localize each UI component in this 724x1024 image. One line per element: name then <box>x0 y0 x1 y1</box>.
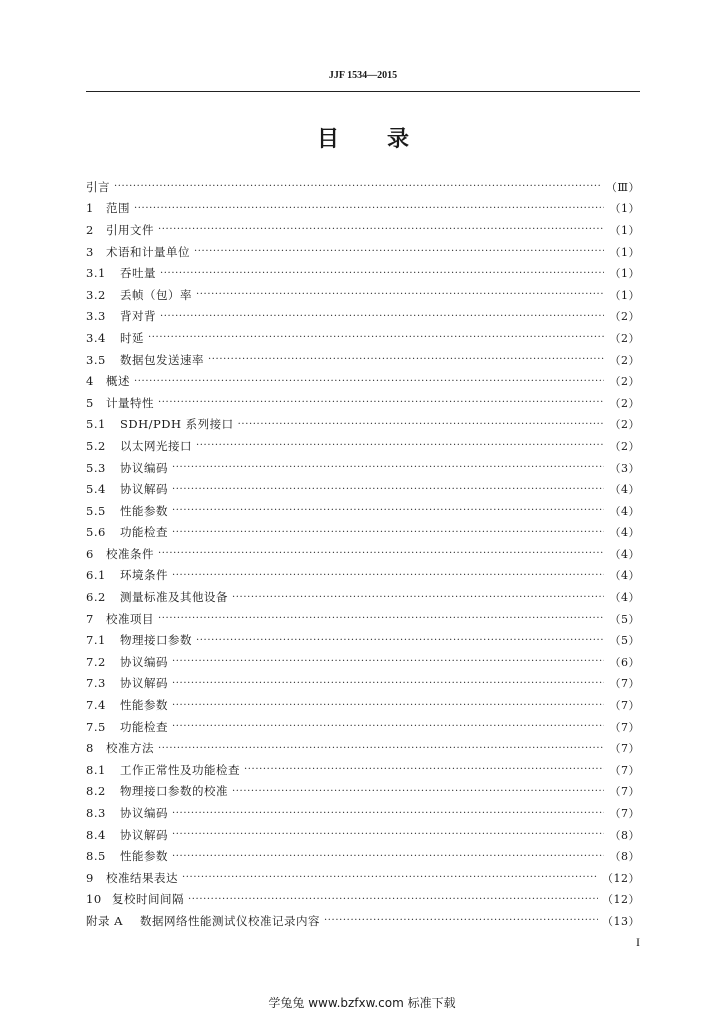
toc-entry[interactable] <box>86 414 640 436</box>
toc-entry-page: （1） <box>609 202 640 216</box>
toc-entry[interactable] <box>86 543 640 565</box>
toc-entry-number: 3.5 <box>86 352 106 367</box>
toc-leader-dots <box>160 268 604 279</box>
toc-entry-label: 环境条件 <box>120 568 168 583</box>
toc-entry[interactable] <box>86 910 640 932</box>
toc-entry-label: 丢帧（包）率 <box>120 287 192 302</box>
toc-entry-page: （7） <box>609 807 640 821</box>
toc-entry-number: 5.3 <box>86 460 106 475</box>
toc-leader-dots <box>160 311 604 322</box>
toc-entry-label: 协议编码 <box>120 806 168 821</box>
toc-entry-page: （5） <box>609 612 640 626</box>
toc-entry-number: 8.1 <box>86 762 106 777</box>
toc-entry-number: 5.4 <box>86 482 106 497</box>
toc-entry-number: 7.2 <box>86 654 106 669</box>
toc-entry[interactable] <box>86 694 640 716</box>
toc-entry[interactable] <box>86 219 640 241</box>
toc-entry-label: 概述 <box>106 374 130 389</box>
toc-leader-dots <box>172 462 604 473</box>
toc-entry-page: （2） <box>609 418 640 432</box>
header-rule <box>86 91 640 92</box>
toc-entry-number: 3.1 <box>86 266 106 281</box>
toc-entry[interactable] <box>86 565 640 587</box>
toc-entry-number: 8.2 <box>86 784 106 799</box>
toc-entry-label: 校准项目 <box>106 611 154 626</box>
toc-entry-label: 校准结果表达 <box>106 870 178 885</box>
toc-entry-page: （7） <box>609 720 640 734</box>
toc-entry-number: 1 <box>86 201 94 216</box>
toc-entry-label: 性能参数 <box>120 698 168 713</box>
toc-entry-label: 数据包发送速率 <box>120 352 204 367</box>
toc-entry-number: 3.2 <box>86 287 106 302</box>
toc-entry-label: 测量标准及其他设备 <box>120 590 228 605</box>
toc-entry[interactable] <box>86 522 640 544</box>
toc-entry-label: 协议解码 <box>120 482 168 497</box>
toc-entry-number: 7.3 <box>86 676 106 691</box>
toc-entry-number: 7.5 <box>86 719 106 734</box>
toc-entry-number: 10 <box>86 892 102 907</box>
toc-entry-label: 性能参数 <box>120 503 168 518</box>
toc-entry-page: （1） <box>609 245 640 259</box>
toc-entry-page: （7） <box>609 742 640 756</box>
toc-entry-number: 6.1 <box>86 568 106 583</box>
toc-entry-label: 物理接口参数的校准 <box>120 784 228 799</box>
title-char-right: 录 <box>387 127 410 152</box>
toc-entry[interactable] <box>86 306 640 328</box>
footer-watermark: 学兔兔 www.bzfxw.com 标准下载 <box>268 996 456 1010</box>
toc-entry-page: （4） <box>609 526 640 540</box>
toc-leader-dots <box>172 570 604 581</box>
toc-entry-page: （7） <box>609 699 640 713</box>
toc-entry-page: （8） <box>609 850 640 864</box>
toc-entry-label: 复校时间间隔 <box>112 892 184 907</box>
toc-entry[interactable] <box>86 737 640 759</box>
toc-entry-label: 工作正常性及功能检查 <box>120 762 240 777</box>
toc-leader-dots <box>172 829 604 840</box>
toc-entry[interactable] <box>86 759 640 781</box>
toc-leader-dots <box>172 527 604 538</box>
toc-entry[interactable] <box>86 716 640 738</box>
toc-entry-label: 引用文件 <box>106 222 154 237</box>
toc-entry-number: 7.1 <box>86 633 106 648</box>
toc-leader-dots <box>194 246 604 257</box>
toc-entry[interactable] <box>86 629 640 651</box>
toc-leader-dots <box>172 505 604 516</box>
toc-leader-dots <box>172 851 604 862</box>
page-number: I <box>636 935 640 949</box>
toc-entry-page: （5） <box>609 634 640 648</box>
toc-leader-dots <box>158 743 604 754</box>
toc-entry[interactable] <box>86 781 640 803</box>
toc-entry-label: 计量特性 <box>106 395 154 410</box>
toc-entry-label: 协议编码 <box>120 460 168 475</box>
toc-entry-page: （2） <box>609 353 640 367</box>
toc-entry-number: 6.2 <box>86 590 106 605</box>
toc-entry-page: （4） <box>609 591 640 605</box>
toc-leader-dots <box>196 440 604 451</box>
toc-leader-dots <box>158 613 604 624</box>
toc-entry[interactable] <box>86 392 640 414</box>
toc-leader-dots <box>324 915 598 926</box>
toc-entry-page: （7） <box>609 677 640 691</box>
toc-entry[interactable] <box>86 500 640 522</box>
toc-entry-label: 协议解码 <box>120 676 168 691</box>
toc-entry[interactable] <box>86 824 640 846</box>
toc-leader-dots <box>148 332 604 343</box>
toc-entry[interactable] <box>86 478 640 500</box>
toc-entry-label: 协议解码 <box>120 827 168 842</box>
toc-entry-label: 引言 <box>86 179 110 194</box>
toc-leader-dots <box>232 592 604 603</box>
toc-entry-number: 8.4 <box>86 827 106 842</box>
toc-entry-page: （12） <box>602 893 640 907</box>
title-char-left: 目 <box>316 127 339 152</box>
toc-entry-number: 5.2 <box>86 438 106 453</box>
toc-entry-number: 5.5 <box>86 503 106 518</box>
toc-entry-label: SDH/PDH 系列接口 <box>120 417 234 432</box>
toc-leader-dots <box>172 721 604 732</box>
toc-entry-number: 8.3 <box>86 806 106 821</box>
toc-entry[interactable] <box>86 586 640 608</box>
toc-entry-page: （2） <box>609 375 640 389</box>
toc-entry-label: 校准条件 <box>106 546 154 561</box>
toc-entry-page: （1） <box>609 223 640 237</box>
toc-leader-dots <box>172 484 604 495</box>
toc-entry[interactable] <box>86 241 640 263</box>
toc-entry-number: 9 <box>86 870 94 885</box>
toc-entry-label: 校准方法 <box>106 741 154 756</box>
toc-entry[interactable] <box>86 284 640 306</box>
toc-entry-label: 性能参数 <box>120 849 168 864</box>
toc-entry-label: 术语和计量单位 <box>106 244 190 259</box>
toc-entry-number: 3 <box>86 244 94 259</box>
toc-entry[interactable] <box>86 867 640 889</box>
toc-leader-dots <box>208 354 604 365</box>
toc-entry-label: 范围 <box>106 201 130 216</box>
toc-leader-dots <box>172 700 604 711</box>
toc-entry-label: 功能检查 <box>120 719 168 734</box>
toc-entry-page: （2） <box>609 331 640 345</box>
toc-entry[interactable] <box>86 327 640 349</box>
toc-entry-page: （2） <box>609 439 640 453</box>
toc-leader-dots <box>232 786 604 797</box>
toc-entry-number: 3.3 <box>86 309 106 324</box>
toc-entry[interactable] <box>86 435 640 457</box>
toc-entry-label: 吞吐量 <box>120 266 156 281</box>
toc-entry-label: 功能检查 <box>120 525 168 540</box>
toc-entry-page: （2） <box>609 310 640 324</box>
toc-entry[interactable] <box>86 651 640 673</box>
toc-entry-label: 物理接口参数 <box>120 633 192 648</box>
toc-leader-dots <box>172 678 604 689</box>
toc-entry-number: 7 <box>86 611 94 626</box>
toc-entry-label: 协议编码 <box>120 654 168 669</box>
toc-entry[interactable] <box>86 370 640 392</box>
toc-entry-page: （7） <box>609 763 640 777</box>
toc-entry-page: （1） <box>609 267 640 281</box>
running-header: JJF 1534—2015 <box>328 70 398 81</box>
toc-entry-number: 3.4 <box>86 330 106 345</box>
toc-entry-page: （4） <box>609 504 640 518</box>
toc-entry[interactable] <box>86 802 640 824</box>
toc-leader-dots <box>158 224 604 235</box>
toc-leader-dots <box>196 289 604 300</box>
toc-entry-label: 以太网光接口 <box>120 438 192 453</box>
toc-leader-dots <box>196 635 604 646</box>
toc-entry-label: 背对背 <box>120 309 156 324</box>
toc-entry-number: 8.5 <box>86 849 106 864</box>
toc-entry-page: （4） <box>609 547 640 561</box>
toc-entry-label: 数据网络性能测试仪校准记录内容 <box>140 913 320 928</box>
toc-entry[interactable] <box>86 889 640 911</box>
toc-leader-dots <box>134 376 604 387</box>
toc-entry-number: 7.4 <box>86 698 106 713</box>
toc-entry-number: 附录 A <box>86 913 123 928</box>
toc-entry-page: （13） <box>602 914 640 928</box>
toc-leader-dots <box>244 764 604 775</box>
toc-entry-number: 4 <box>86 374 94 389</box>
toc-entry[interactable] <box>86 608 640 630</box>
toc-entry-page: （8） <box>609 828 640 842</box>
toc-entry-page: （4） <box>609 569 640 583</box>
toc-leader-dots <box>158 548 604 559</box>
toc-entry-page: （7） <box>609 785 640 799</box>
toc-entry[interactable] <box>86 176 640 198</box>
toc-entry-number: 2 <box>86 222 94 237</box>
toc-leader-dots <box>134 203 604 214</box>
toc-entry-page: （1） <box>609 288 640 302</box>
page-title <box>86 122 640 153</box>
toc-entry-page: （Ⅲ） <box>605 180 640 194</box>
toc-entry-page: （3） <box>609 461 640 475</box>
toc-entry-number: 5 <box>86 395 94 410</box>
toc-entry-number: 5.1 <box>86 417 106 432</box>
toc-leader-dots <box>158 397 604 408</box>
toc-leader-dots <box>182 872 598 883</box>
toc-leader-dots <box>172 808 604 819</box>
toc-leader-dots <box>188 894 598 905</box>
toc-entry-page: （6） <box>609 655 640 669</box>
toc-entry-number: 5.6 <box>86 525 106 540</box>
toc-entry[interactable] <box>86 673 640 695</box>
toc-entry-page: （2） <box>609 396 640 410</box>
toc-entry[interactable] <box>86 198 640 220</box>
toc-entry[interactable] <box>86 262 640 284</box>
toc-entry[interactable] <box>86 457 640 479</box>
toc-entry[interactable] <box>86 845 640 867</box>
toc-leader-dots <box>238 419 604 430</box>
toc-entry-page: （12） <box>602 871 640 885</box>
toc-leader-dots <box>114 181 602 192</box>
toc-leader-dots <box>172 656 604 667</box>
toc-entry-number: 8 <box>86 741 94 756</box>
toc-entry-page: （4） <box>609 483 640 497</box>
toc-entry-number: 6 <box>86 546 94 561</box>
toc-entry[interactable] <box>86 349 640 371</box>
table-of-contents <box>86 176 640 932</box>
toc-entry-label: 时延 <box>120 330 144 345</box>
